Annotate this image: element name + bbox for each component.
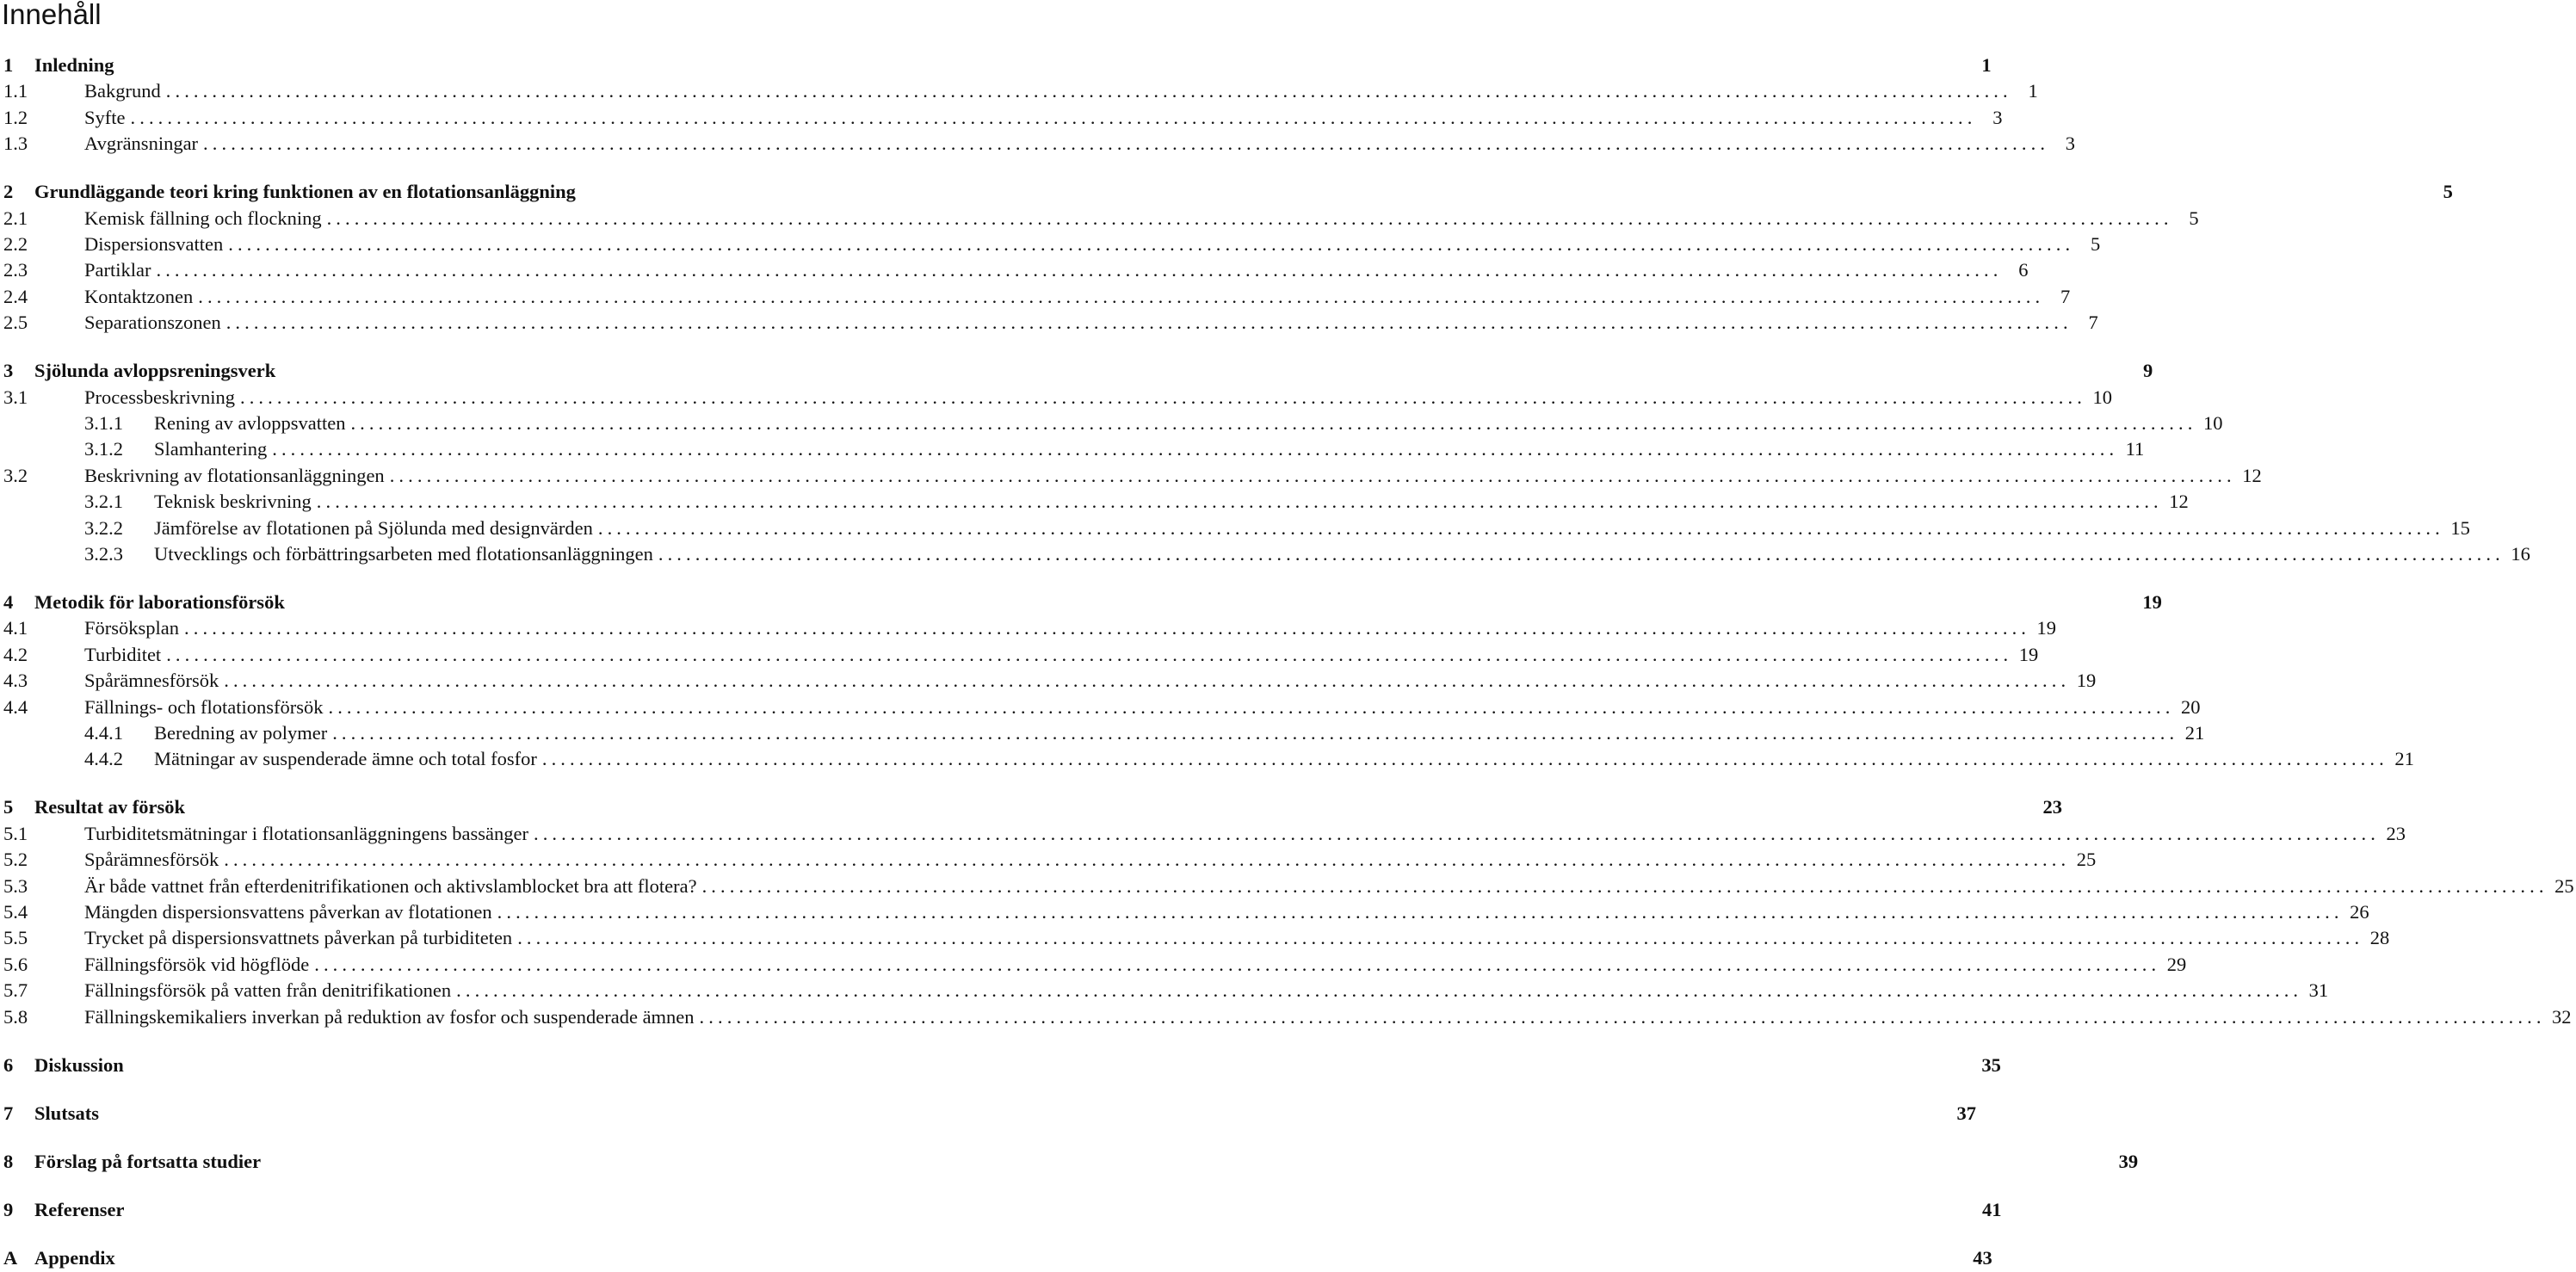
toc-entry-number: 2.5: [3, 312, 28, 334]
toc-entry-number: 5.5: [3, 927, 28, 949]
toc-entry-title: Mängden dispersionsvattens påverkan av flotationen: [84, 901, 492, 923]
toc-entry-number: 3.2.2: [84, 516, 123, 539]
toc-entry-number: 4.4: [3, 695, 28, 718]
toc-section-entry[interactable]: [0, 1005, 2572, 1029]
toc-entry-page: 6: [2018, 259, 2029, 281]
toc-leader-dots: ........................................................................................................................................................................................................: [184, 617, 2031, 639]
toc-entry-page: 19: [2018, 643, 2039, 665]
toc-entry-title: Turbiditet: [84, 643, 162, 665]
toc-entry-title: Fällningsförsök vid högflöde: [84, 953, 310, 975]
toc-entry-number: 2.3: [3, 259, 28, 281]
toc-entry-page: 7: [2088, 312, 2098, 334]
toc-entry-title: Spårämnesförsök: [84, 670, 219, 692]
toc-entry-number: 4.2: [3, 643, 28, 665]
toc-entry-number: 3.2: [3, 464, 28, 486]
toc-section-entry[interactable]: [0, 106, 2003, 130]
toc-section-entry[interactable]: [0, 616, 2057, 640]
toc-section-entry[interactable]: [0, 311, 2098, 335]
toc-section-entry[interactable]: [0, 516, 2470, 540]
toc-entry-page: 12: [2169, 491, 2189, 513]
toc-entry-page: 20: [2180, 695, 2201, 718]
toc-entry-number: A: [3, 1246, 18, 1269]
toc-leader-dots: ........................................................................................................................................................................................................: [332, 722, 2179, 744]
toc-section-entry[interactable]: [0, 285, 2071, 309]
toc-leader-dots: ........................................................................................................................................................................................................: [239, 386, 2086, 408]
toc-entry-page: 25: [2554, 874, 2574, 897]
toc-chapter-entry[interactable]: [0, 359, 2153, 383]
toc-entry-title: Mätningar av suspenderade ämne och total fosfor: [154, 748, 537, 770]
toc-entry-page: 12: [2242, 464, 2262, 486]
toc-leader-dots: ........................................................................................................................................................................................................: [517, 927, 2364, 949]
toc-entry-page: 5: [2090, 233, 2101, 255]
toc-leader-dots: ........................................................................................................................................................................................................: [166, 643, 2013, 665]
toc-section-entry[interactable]: [0, 386, 2112, 410]
toc-entry-title: Jämförelse av flotationen på Sjölunda med designvärden: [154, 516, 593, 539]
toc-section-entry[interactable]: [0, 79, 2038, 103]
toc-entry-number: 2: [3, 181, 14, 203]
toc-entry-title: Dispersionsvatten: [84, 233, 224, 255]
toc-entry-number: 4: [3, 591, 14, 613]
toc-entry-page: 10: [2202, 412, 2223, 434]
toc-entry-number: 5.1: [3, 822, 28, 844]
toc-entry-number: 3.1.1: [84, 412, 123, 434]
page-title: Innehåll: [2, 0, 102, 30]
toc-entry-number: 4.3: [3, 670, 28, 692]
toc-entry-page: 5: [2443, 181, 2453, 203]
toc-entry-title: Metodik för laborationsförsök: [34, 591, 285, 613]
toc-entry-number: 8: [3, 1150, 14, 1172]
toc-entry-number: 5.4: [3, 901, 28, 923]
toc-leader-dots: ........................................................................................................................................................................................................: [328, 695, 2175, 718]
toc-entry-page: 29: [2166, 953, 2187, 975]
toc-leader-dots: ........................................................................................................................................................................................................: [314, 953, 2161, 975]
toc-section-entry[interactable]: [0, 979, 2329, 1003]
toc-chapter-entry[interactable]: [0, 1102, 1977, 1126]
toc-leader-dots: ........................................................................................................................................................................................................: [326, 207, 2173, 229]
toc-entry-page: 19: [2076, 670, 2097, 692]
toc-entry-title: Turbiditetsmätningar i flotationsanläggningens bassänger: [84, 822, 528, 844]
toc-entry-page: 11: [2125, 438, 2145, 460]
toc-section-entry[interactable]: [0, 953, 2187, 977]
toc-entry-number: 3: [3, 360, 14, 382]
toc-entry-number: 3.1.2: [84, 438, 123, 460]
toc-entry-title: Avgränsningar: [84, 133, 199, 155]
toc-leader-dots: ........................................................................................................................................................................................................: [228, 233, 2075, 255]
toc-leader-dots: ........................................................................................................................................................................................................: [597, 516, 2444, 539]
toc-entry-title: Förslag på fortsatta studier: [34, 1150, 262, 1172]
toc-entry-number: 5.7: [3, 979, 28, 1002]
toc-section-entry[interactable]: [0, 464, 2262, 488]
toc-entry-number: 5.8: [3, 1005, 28, 1028]
toc-section-entry[interactable]: [0, 490, 2189, 514]
toc-entry-page: 19: [2142, 591, 2162, 613]
toc-entry-title: Fällningskemikaliers inverkan på reduktion av fosfor och suspenderade ämnen: [84, 1005, 695, 1028]
toc-chapter-entry[interactable]: [0, 1053, 2001, 1077]
toc-entry-number: 1.2: [3, 106, 28, 128]
toc-leader-dots: ........................................................................................................................................................................................................: [224, 849, 2071, 871]
toc-entry-title: Beredning av polymer: [154, 722, 328, 744]
toc-leader-dots: ........................................................................................................................................................................................................: [658, 543, 2505, 565]
toc-chapter-entry[interactable]: [0, 1198, 2002, 1222]
toc-entry-number: 2.4: [3, 285, 28, 307]
toc-entry-page: 15: [2450, 516, 2470, 539]
toc-leader-dots: ........................................................................................................................................................................................................: [165, 80, 2012, 102]
toc-entry-page: 32: [2552, 1005, 2572, 1028]
toc-entry-title: Kemisk fällning och flockning: [84, 207, 322, 229]
toc-entry-number: 5: [3, 796, 14, 818]
toc-section-entry[interactable]: [0, 207, 2199, 231]
toc-entry-title: Rening av avloppsvatten: [154, 412, 346, 434]
toc-entry-page: 23: [2386, 822, 2406, 844]
toc-entry-page: 23: [2042, 796, 2062, 818]
toc-entry-page: 21: [2394, 748, 2414, 770]
toc-section-entry[interactable]: [0, 437, 2145, 461]
toc-leader-dots: ........................................................................................................................................................................................................: [497, 901, 2344, 923]
toc-entry-page: 28: [2369, 927, 2390, 949]
toc-entry-title: Försöksplan: [84, 617, 180, 639]
toc-leader-dots: ........................................................................................................................................................................................................: [541, 748, 2388, 770]
toc-leader-dots: ........................................................................................................................................................................................................: [350, 412, 2197, 434]
toc-entry-page: 5: [2189, 207, 2199, 229]
toc-entry-number: 4.4.1: [84, 722, 123, 744]
toc-chapter-entry[interactable]: [0, 53, 1992, 77]
toc-section-entry[interactable]: [0, 747, 2414, 771]
toc-entry-page: 3: [1992, 106, 2003, 128]
toc-entry-number: 6: [3, 1053, 14, 1076]
toc-entry-number: 3.2.3: [84, 543, 123, 565]
toc-entry-page: 10: [2092, 386, 2112, 408]
toc-chapter-entry[interactable]: [0, 1150, 2139, 1174]
toc-section-entry[interactable]: [0, 258, 2029, 282]
toc-chapter-entry[interactable]: [0, 180, 2453, 204]
toc-leader-dots: ........................................................................................................................................................................................................: [198, 285, 2045, 307]
toc-leader-dots: ........................................................................................................................................................................................................: [533, 822, 2380, 844]
toc-entry-page: 26: [2350, 901, 2369, 923]
toc-entry-page: 21: [2184, 722, 2205, 744]
toc-entry-page: 31: [2308, 979, 2329, 1002]
toc-section-entry[interactable]: [0, 874, 2574, 898]
toc-section-entry[interactable]: [0, 926, 2390, 950]
toc-leader-dots: ........................................................................................................................................................................................................: [456, 979, 2303, 1002]
toc-section-entry[interactable]: [0, 132, 2076, 156]
toc-leader-dots: ........................................................................................................................................................................................................: [272, 438, 2119, 460]
toc-entry-number: 2.2: [3, 233, 28, 255]
toc-entry-title: Teknisk beskrivning: [154, 491, 312, 513]
toc-section-entry[interactable]: [0, 900, 2369, 924]
toc-entry-page: 16: [2511, 543, 2530, 565]
toc-entry-number: 5.3: [3, 874, 28, 897]
toc-entry-title: Appendix: [34, 1246, 115, 1269]
toc-section-entry[interactable]: [0, 643, 2039, 667]
toc-entry-page: 7: [2060, 285, 2071, 307]
toc-chapter-entry[interactable]: [0, 795, 2062, 819]
toc-entry-title: Grundläggande teori kring funktionen av en flotationsanläggning: [34, 181, 576, 203]
toc-entry-number: 3.1: [3, 386, 28, 408]
toc-entry-title: Inledning: [34, 54, 114, 76]
toc-entry-title: Trycket på dispersionsvattnets påverkan på turbiditeten: [84, 927, 513, 949]
toc-entry-number: 3.2.1: [84, 491, 123, 513]
toc-leader-dots: ........................................................................................................................................................................................................: [225, 312, 2073, 334]
toc-entry-number: 1: [3, 54, 14, 76]
toc-entry-page: 43: [1973, 1246, 1992, 1269]
toc-entry-number: 1.1: [3, 80, 28, 102]
toc-section-entry[interactable]: [0, 411, 2223, 435]
toc-entry-title: Fällnings- och flotationsförsök: [84, 695, 324, 718]
toc-entry-title: Bakgrund: [84, 80, 161, 102]
toc-section-entry[interactable]: [0, 848, 2097, 872]
toc-section-entry[interactable]: [0, 542, 2530, 566]
toc-section-entry[interactable]: [0, 721, 2205, 745]
toc-entry-number: 9: [3, 1198, 14, 1220]
toc-leader-dots: ........................................................................................................................................................................................................: [699, 1005, 2546, 1028]
toc-entry-title: Syfte: [84, 106, 126, 128]
toc-entry-page: 3: [2065, 133, 2076, 155]
toc-entry-title: Partiklar: [84, 259, 151, 281]
toc-leader-dots: ........................................................................................................................................................................................................: [316, 491, 2163, 513]
toc-entry-page: 19: [2036, 617, 2057, 639]
toc-section-entry[interactable]: [0, 669, 2097, 693]
toc-entry-number: 5.2: [3, 849, 28, 871]
toc-entry-title: Resultat av försök: [34, 796, 185, 818]
toc-entry-title: Slamhantering: [154, 438, 268, 460]
toc-leader-dots: ........................................................................................................................................................................................................: [389, 464, 2236, 486]
toc-entry-number: 5.6: [3, 953, 28, 975]
toc-leader-dots: ........................................................................................................................................................................................................: [203, 133, 2050, 155]
toc-entry-page: 39: [2118, 1150, 2139, 1172]
toc-entry-number: 1.3: [3, 133, 28, 155]
toc-leader-dots: ........................................................................................................................................................................................................: [701, 874, 2548, 897]
toc-entry-title: Kontaktzonen: [84, 285, 194, 307]
toc-entry-page: 25: [2076, 849, 2097, 871]
toc-entry-number: 2.1: [3, 207, 28, 229]
toc-entry-title: Processbeskrivning: [84, 386, 235, 408]
toc-entry-page: 37: [1956, 1102, 1977, 1124]
toc-entry-number: 4.4.2: [84, 748, 123, 770]
toc-entry-title: Diskussion: [34, 1053, 124, 1076]
toc-entry-page: 41: [1982, 1198, 2002, 1220]
toc-section-entry[interactable]: [0, 822, 2406, 846]
toc-entry-title: Separationszonen: [84, 312, 221, 334]
toc-section-entry[interactable]: [0, 232, 2101, 256]
toc-entry-number: 7: [3, 1102, 14, 1124]
toc-entry-title: Beskrivning av flotationsanläggningen: [84, 464, 385, 486]
toc-entry-title: Referenser: [34, 1198, 125, 1220]
toc-section-entry[interactable]: [0, 695, 2201, 719]
toc-entry-title: Spårämnesförsök: [84, 849, 219, 871]
toc-entry-number: 4.1: [3, 617, 28, 639]
toc-entry-page: 9: [2143, 360, 2153, 382]
toc-entry-page: 1: [1981, 54, 1992, 76]
toc-leader-dots: ........................................................................................................................................................................................................: [156, 259, 2003, 281]
toc-entry-title: Utvecklings och förbättringsarbeten med flotationsanläggningen: [154, 543, 653, 565]
toc-entry-title: Är både vattnet från efterdenitrifikationen och aktivslamblocket bra att flotera?: [84, 874, 697, 897]
toc-chapter-entry[interactable]: [0, 590, 2162, 614]
toc-entry-page: 35: [1981, 1053, 2001, 1076]
toc-entry-title: Sjölunda avloppsreningsverk: [34, 360, 276, 382]
toc-entry-title: Slutsats: [34, 1102, 100, 1124]
toc-leader-dots: ........................................................................................................................................................................................................: [224, 670, 2071, 692]
toc-entry-title: Fällningsförsök på vatten från denitrifikationen: [84, 979, 452, 1002]
toc-entry-page: 1: [2028, 80, 2038, 102]
toc-chapter-entry[interactable]: [0, 1246, 1992, 1270]
toc-leader-dots: ........................................................................................................................................................................................................: [130, 106, 1977, 128]
